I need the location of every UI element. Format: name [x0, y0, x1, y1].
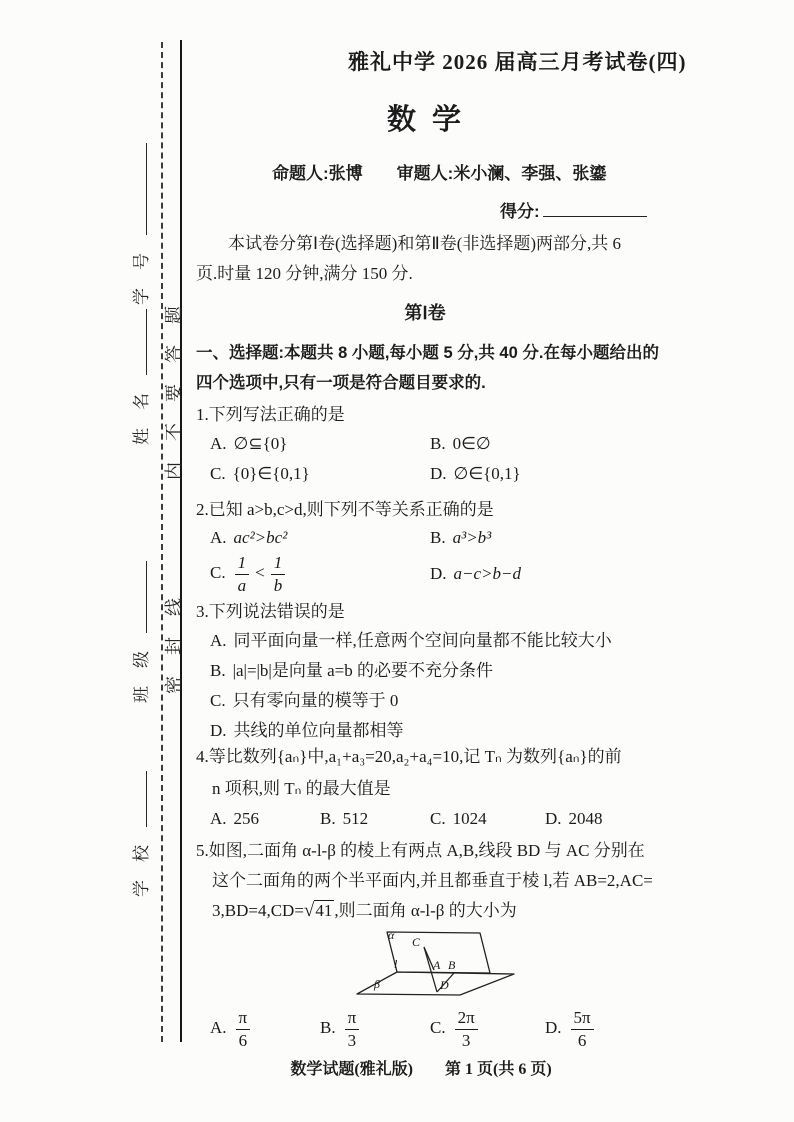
option-b: [320, 1008, 430, 1050]
fraction-denominator: b: [273, 575, 283, 595]
option-text: 同平面向量一样,任意两个空间向量都不能比较大小: [233, 631, 612, 650]
question-4-stem-line-2: n 项积,则 Tₙ 的最大值是: [212, 779, 391, 798]
option-d: [430, 559, 670, 589]
plane-beta-outline: [357, 972, 514, 995]
option-label: C.: [210, 562, 226, 582]
fraction-denominator: 3: [461, 1030, 471, 1050]
option-text: 0∈∅: [452, 434, 491, 453]
option-text: 512: [342, 809, 369, 828]
fraction: [236, 1008, 251, 1050]
radical-expression: [304, 901, 334, 920]
option-a: [210, 804, 320, 834]
question-3-stem: 3.下列说法错误的是: [196, 602, 345, 621]
option-label: B.: [430, 434, 446, 453]
option-label: D.: [545, 809, 562, 828]
option-label: A.: [210, 631, 227, 650]
figure-label-alpha: α: [388, 928, 395, 942]
fraction: [345, 1008, 360, 1050]
seal-caption-upper: 内不要答题: [164, 285, 184, 480]
intro-line-2: 页.时量 120 分钟,满分 150 分.: [196, 264, 413, 283]
option-b: [430, 523, 670, 553]
option-d: [545, 1008, 680, 1050]
fraction-numerator: 2π: [455, 1008, 478, 1030]
option-label: D.: [210, 721, 227, 740]
option-b: [320, 804, 430, 834]
option-label: A.: [210, 434, 227, 453]
fill-in-line: [128, 771, 147, 827]
margin-field-label: 姓名: [132, 375, 151, 445]
fraction: [271, 553, 286, 595]
option-text: a³>b³: [452, 528, 492, 547]
option-b: [210, 656, 680, 686]
figure-label-D: D: [440, 978, 449, 992]
figure-label-beta: β: [374, 977, 380, 991]
option-text: 2048: [568, 809, 603, 828]
figure-label-C: C: [412, 935, 421, 949]
option-label: C.: [430, 1017, 446, 1037]
fraction: [235, 553, 250, 595]
option-d: [430, 459, 670, 489]
option-d: [545, 804, 680, 834]
option-text: ∅⊆{0}: [233, 434, 288, 453]
part1-heading: 第Ⅰ卷: [404, 303, 446, 323]
option-label: C.: [430, 809, 446, 828]
option-text: |a|=|b|是向量 a=b 的必要不充分条件: [232, 661, 493, 680]
radicand: 41: [315, 901, 333, 920]
option-a: [210, 1008, 320, 1050]
option-text: ∅∈{0,1}: [453, 464, 521, 483]
fill-in-line: [128, 561, 147, 633]
option-c: [210, 686, 680, 716]
fraction-denominator: 3: [347, 1030, 357, 1050]
seal-caption-lower: 密封线: [164, 577, 184, 694]
option-text: 1024: [452, 809, 487, 828]
page-footer: 数学试题(雅礼版) 第 1 页(共 6 页): [290, 1061, 552, 1078]
question-1-stem: 1.下列写法正确的是: [196, 405, 345, 424]
option-c: [430, 804, 545, 834]
option-label: A.: [210, 809, 227, 828]
fraction-numerator: π: [236, 1008, 251, 1030]
option-text: ac²>bc²: [233, 528, 288, 547]
comparison-operator: <: [255, 562, 265, 582]
question-5-options: [210, 1008, 680, 1050]
question-4-stem-line-1: 4.等比数列{aₙ}中,a₁+a₃=20,a₂+a₄=10,记 Tₙ 为数列{aₙ}的前: [196, 747, 622, 766]
subject-title: 数学: [387, 104, 478, 136]
question-1-options: [210, 429, 670, 489]
question-3-options: [210, 626, 680, 746]
option-text: 只有零向量的模等于 0: [232, 691, 399, 710]
option-c: [210, 553, 430, 595]
margin-field-label: 学号: [132, 235, 151, 305]
fraction-numerator: 5π: [571, 1008, 594, 1030]
margin-field-name: [127, 309, 152, 445]
margin-field-school: [127, 771, 152, 897]
stem-text: 3,BD=4,CD=: [212, 901, 304, 920]
option-text: {0}∈{0,1}: [232, 464, 310, 483]
option-a: [210, 626, 680, 656]
fill-in-line: [128, 309, 147, 375]
option-label: D.: [430, 564, 447, 583]
option-label: A.: [210, 528, 227, 547]
figure-label-B: B: [448, 958, 456, 972]
option-c: [210, 459, 430, 489]
option-b: [430, 429, 670, 459]
option-a: [210, 523, 430, 553]
fraction-denominator: 6: [577, 1030, 587, 1050]
margin-field-label: 学校: [132, 827, 151, 897]
fill-in-line: [128, 143, 147, 235]
question-5-stem-line-2: 这个二面角的两个半平面内,并且都垂直于棱 l,若 AB=2,AC=: [212, 871, 653, 890]
score-label: 得分:: [500, 202, 540, 221]
authors-line: 命题人:张博 审题人:米小澜、李强、张鎏: [272, 164, 607, 183]
option-c: [430, 1008, 545, 1050]
option-label: B.: [320, 1017, 336, 1037]
question-5-stem-line-1: 5.如图,二面角 α-l-β 的棱上有两点 A,B,线段 BD 与 AC 分别在: [196, 841, 645, 860]
option-label: C.: [210, 691, 226, 710]
question-2-stem: 2.已知 a>b,c>d,则下列不等关系正确的是: [196, 500, 494, 519]
score-blank-line: [543, 202, 647, 217]
intro-line-1: 本试卷分第Ⅰ卷(选择题)和第Ⅱ卷(非选择题)两部分,共 6: [228, 234, 622, 253]
option-label: B.: [210, 661, 226, 680]
fraction-numerator: 1: [271, 553, 286, 575]
option-label: C.: [210, 464, 226, 483]
section-heading-line-2: 四个选项中,只有一项是符合题目要求的.: [196, 374, 486, 392]
option-label: D.: [430, 464, 447, 483]
section-heading-line-1: 一、选择题:本题共 8 小题,每小题 5 分,共 40 分.在每小题给出的: [196, 344, 659, 362]
option-label: B.: [320, 809, 336, 828]
fraction-numerator: 1: [235, 553, 250, 575]
score-block: [500, 197, 647, 222]
radical-sign: √: [303, 900, 315, 921]
seal-dotted-line: [161, 42, 163, 1042]
stem-text: ,则二面角 α-l-β 的大小为: [334, 901, 517, 920]
dihedral-angle-figure: [350, 920, 530, 1015]
exam-header: 雅礼中学 2026 届高三月考试卷(四): [348, 50, 687, 74]
option-text: 256: [233, 809, 260, 828]
margin-field-class: [127, 561, 152, 703]
option-label: B.: [430, 528, 446, 547]
figure-label-A: A: [433, 958, 441, 972]
option-text: 共线的单位向量都相等: [233, 721, 404, 740]
margin-field-student-id: [127, 143, 152, 305]
question-2-options-row-1: [210, 523, 670, 553]
margin-field-label: 班级: [132, 633, 151, 703]
fraction: [455, 1008, 478, 1050]
seal-solid-line: [180, 40, 182, 1042]
question-5-stem-line-3: [212, 896, 517, 922]
option-label: D.: [545, 1017, 562, 1037]
question-2-options-row-2: [210, 551, 670, 597]
option-text: a−c>b−d: [453, 564, 521, 583]
fraction-numerator: π: [345, 1008, 360, 1030]
option-label: A.: [210, 1017, 227, 1037]
fraction-denominator: 6: [238, 1030, 248, 1050]
option-a: [210, 429, 430, 459]
figure-label-l: l: [394, 957, 398, 971]
question-4-options: [210, 804, 680, 834]
fraction-denominator: a: [237, 575, 247, 595]
fraction: [571, 1008, 594, 1050]
